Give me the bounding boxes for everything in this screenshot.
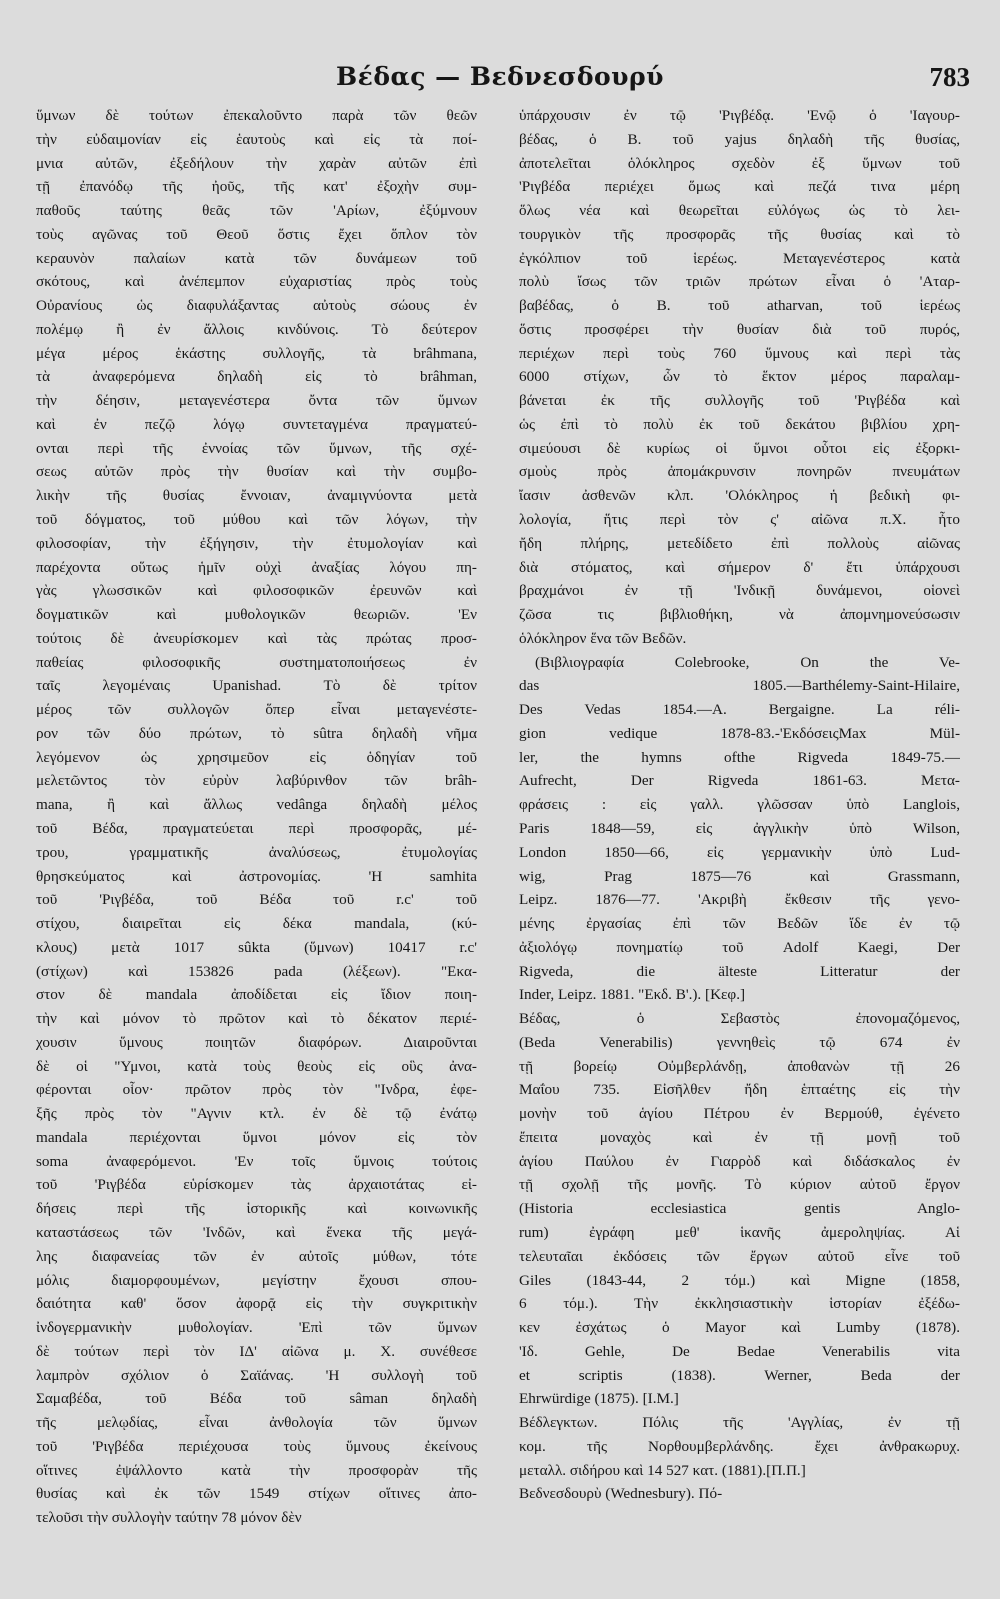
text-line: das 1805.—Barthélemy-Saint-Hilaire,: [519, 677, 960, 695]
text-line: τοῦ 'Ριγβέδα εὑρίσκομεν τὰς ἀρχαιοτάτας εἰ-: [36, 1176, 477, 1194]
text-line: δὲ τούτων περὶ τὸν ΙΔ' αἰῶνα μ. Χ. συνέθεσε: [36, 1342, 477, 1360]
text-line: ἀξιολόγῳ πονηματίῳ τοῦ Adolf Kaegi, Der: [519, 938, 960, 956]
text-line: βαβέδας, ὁ Β. τοῦ atharvan, τοῦ ἱερέως: [519, 297, 960, 315]
text-line: Leipz. 1876—77. 'Ακριβὴ ἔκθεσιν τῆς γενο-: [519, 891, 960, 909]
text-line: μόλις διαμορφουμένων, μεγίστην ἔχουσι σπου-: [36, 1271, 477, 1289]
text-line: ταῖς λεγομέναις Upanishad. Τὸ δὲ τρίτον: [36, 677, 477, 695]
text-line: ὡς ἐπὶ τὸ πολὺ ἐκ τοῦ δεκάτου βιβλίου χρη-: [519, 415, 960, 433]
text-line: (Βιβλιογραφία Colebrooke, On the Ve-: [535, 653, 960, 671]
text-line: φιλοσοφίαν, τὴν ἐξήγησιν, τὴν ἐτυμολογίαν καὶ: [36, 534, 477, 552]
text-line: βάνεται ἐκ τῆς συλλογῆς τοῦ 'Ριγβέδα καὶ: [519, 392, 960, 410]
text-line: Βεδνεσδουρὺ (Wednesbury). Πό-: [519, 1485, 723, 1503]
text-line: λεγόμενον ὡς χρησιμεῦον εἰς ὁδηγίαν τοῦ: [36, 748, 477, 766]
text-line: στον δὲ mandala ἀποδίδεται εἰς ἴδιον ποιη-: [36, 986, 477, 1004]
text-line: Βέδλεγκτων. Πόλις τῆς 'Αγγλίας, ἐν τῇ: [519, 1414, 960, 1432]
text-line: περιέχων περὶ τοὺς 760 ὕμνους καὶ περὶ τὰς: [519, 344, 960, 362]
text-line: ἁγίου Παύλου ἐν Γιαρρὸδ καὶ διδάσκαλος ἐν: [519, 1152, 960, 1170]
text-line: φράσεις : εἰς γαλλ. γλῶσσαν ὑπὸ Langlois,: [519, 796, 960, 814]
text-line: ἤδη πλήρης, μετεδίδετο ἐπὶ πολλοὺς αἰῶνας: [519, 534, 960, 552]
text-line: τὴν εὐδαιμονίαν εἰς ἑαυτοὺς καὶ εἰς τὰ ποί-: [36, 130, 477, 148]
text-line: πολὺ ἴσως τῶν τριῶν πρώτων εἶναι ὁ 'Αταρ-: [519, 273, 960, 291]
text-line: 'Ιδ. Gehle, De Bedae Venerabilis vita: [519, 1342, 960, 1360]
text-line: Paris 1848—59, εἰς ἀγγλικὴν ὑπὸ Wilson,: [519, 819, 960, 837]
text-line: κομ. τῆς Νορθουμβερλάνδης. ἔχει ἀνθρακωρυχ.: [519, 1437, 960, 1455]
text-line: mandala περιέχονται ὕμνοι μόνον εἰς τὸν: [36, 1128, 477, 1146]
text-line: ἀποτελεῖται ὁλόκληρος σχεδὸν ἐξ ὕμνων τοῦ: [519, 154, 960, 172]
text-line: σιμεύουσι δὲ κυρίως οἱ ὕμνοι οὗτοι εἰς ἐξορκι-: [519, 439, 960, 457]
text-line: δογματικῶν καὶ μυθολογικῶν θεωριῶν. 'Εν: [36, 606, 477, 624]
text-line: Σαμαβέδα, τοῦ Βέδα τοῦ sâman δηλαδὴ: [36, 1390, 477, 1408]
text-line: καὶ ἐν πεζῷ λόγῳ συντεταγμένα πραγματεύ-: [36, 415, 477, 433]
text-line: διὰ στόματος, καὶ σήμερον δ' ἔτι ὑπάρχουσι: [519, 558, 960, 576]
text-line: θυσίας καὶ ἐκ τῶν 1549 στίχων οἵτινες ἀπο-: [36, 1485, 477, 1503]
text-line: κεν ἐσχάτως ὁ Mayor καὶ Lumby (1878).: [519, 1319, 960, 1337]
text-line: Giles (1843-44, 2 τόμ.) καὶ Migne (1858,: [519, 1271, 960, 1289]
text-line: mana, ἢ καὶ ἄλλως vedânga δηλαδὴ μέλος: [36, 796, 477, 814]
text-line: wig, Prag 1875—76 καὶ Grassmann,: [519, 867, 960, 885]
text-line: ἐγκόλπιον τοῦ ἱερέως. Μεταγενέστερος κατὰ: [519, 249, 960, 267]
text-line: τελοῦσι τὴν συλλογὴν ταύτην 78 μόνον δὲν: [36, 1509, 302, 1527]
text-line: ονται περὶ τῆς ἐννοίας τῶν ὕμνων, τῆς σχέ-: [36, 439, 477, 457]
text-line: (Historia ecclesiastica gentis Anglo-: [519, 1200, 960, 1218]
text-line: χουσιν ὕμνους ποιητῶν διαφόρων. Διαιροῦνται: [36, 1033, 477, 1051]
text-line: οἵτινες ἐψάλλοντο κατὰ τὴν προσφορὰν τῆς: [36, 1461, 477, 1479]
text-line: rum) ἐγράφη μεθ' ἱκανῆς ἀμεροληψίας. Αἱ: [519, 1223, 960, 1241]
text-line: Inder, Leipz. 1881. "Εκδ. Β'.). [Κεφ.]: [519, 986, 746, 1004]
text-line: ἰνδογερμανικὴν μυθολογίαν. 'Επὶ τῶν ὕμνων: [36, 1319, 477, 1337]
text-line: Rigveda, die älteste Litteratur der: [519, 962, 960, 980]
text-line: ὁλόκληρον ἕνα τῶν Βεδῶν.: [519, 629, 687, 647]
text-line: τῇ βορείῳ Οὐμβερλάνδῃ, ἀποθανὼν τῇ 26: [519, 1057, 960, 1075]
text-line: Ehrwürdige (1875). [Ι.Μ.]: [519, 1390, 679, 1408]
page-number: 783: [929, 62, 970, 92]
text-line: πολέμῳ ἢ ἐν ἄλλοις κινδύνοις. Τὸ δεύτερον: [36, 320, 477, 338]
text-line: Οὐρανίους ὡς διαφυλάξαντας αὐτοὺς σώους ἐν: [36, 297, 477, 315]
text-line: ὅλως νέα καὶ θεωρεῖται εὐλόγως ὡς τὸ λει-: [519, 202, 960, 220]
text-line: 'Ριγβέδα περιέχει ὅμως καὶ πεζά τινα μέρη: [519, 178, 960, 196]
text-line: Aufrecht, Der Rigveda 1861-63. Μετα-: [519, 772, 960, 790]
text-line: τουργικὸν τῆς προσφορᾶς τῆς θυσίας καὶ τὸ: [519, 225, 960, 243]
text-line: Des Vedas 1854.—A. Bergaigne. La réli-: [519, 701, 960, 719]
text-line: soma ἀναφερόμενοι. 'Εν τοῖς ὕμνοις τούτοις: [36, 1152, 477, 1170]
text-line: τοῦ Βέδα, πραγματεύεται περὶ προσφορᾶς, μέ-: [36, 819, 477, 837]
text-line: μνια αὐτῶν, ἐξεδήλουν τὴν χαρὰν αὐτῶν ἐπὶ: [36, 154, 477, 172]
text-line: παθοῦς ταύτης θεᾶς τῶν 'Αρίων, ἐξύμνουν: [36, 202, 477, 220]
text-line: δαιότητα καθ' ὅσον ἀφορᾷ εἰς τὴν συγκριτικὴν: [36, 1295, 477, 1313]
text-line: 6 τόμ.). Τὴν ἐκκλησιαστικὴν ἱστορίαν ἐξέδω-: [519, 1295, 960, 1313]
text-line: τρου, γραμματικῆς ἀναλύσεως, ἐτυμολογίας: [36, 843, 477, 861]
text-line: Μαΐου 735. Εἰσῆλθεν ἤδη ἑπταέτης εἰς τὴν: [519, 1081, 960, 1099]
text-line: μελετῶντος τὸν εὐρὺν λαβύρινθον τῶν brâh-: [36, 772, 477, 790]
text-line: τοὺς αγῶνας τοῦ Θεοῦ ὅστις ἔχει ὅπλον τὸν: [36, 225, 477, 243]
text-line: τοῦ 'Ριγβέδα, τοῦ Βέδα τοῦ r.c' τοῦ: [36, 891, 477, 909]
text-line: ζῶσα τις βιβλιοθήκη, νὰ ἀπομνημονεύσωσιν: [519, 606, 960, 624]
text-line: ὕμνων δὲ τούτων ἐπεκαλοῦντο παρὰ τῶν θεῶν: [36, 107, 477, 124]
text-line: τοῦ δόγματος, τοῦ μύθου καὶ τῶν λόγων, τὴν: [36, 511, 477, 529]
text-line: ὅστις προσφέρει τὴν θυσίαν διὰ τοῦ πυρός,: [519, 320, 960, 338]
text-line: London 1850—66, εἰς γερμανικὴν ὑπὸ Lud-: [519, 843, 960, 861]
text-line: (Beda Venerabilis) γεννηθεὶς τῷ 674 ἐν: [519, 1033, 960, 1051]
text-line: ξῆς πρὸς τὸν "Αγνιν κτλ. ἐν δὲ τῷ ἐνάτῳ: [36, 1105, 477, 1123]
text-line: βέδας, ὁ Β. τοῦ yajus δηλαδὴ τῆς θυσίας,: [519, 130, 960, 148]
text-line: Βέδας, ὁ Σεβαστὸς ἐπονομαζόμενος,: [519, 1010, 960, 1028]
text-line: 6000 στίχων, ὧν τὸ ἕκτον μέρος παραλαμ-: [519, 368, 960, 386]
text-line: θρησκεύματος καὶ ἀστρονομίας. 'Η samhita: [36, 867, 477, 885]
left-text-column: [36, 104, 477, 1574]
text-line: σκότους, καὶ ἀνέπεμπον εὐχαριστίας πρὸς τοὺς: [36, 273, 477, 291]
text-line: μονὴν τοῦ ἁγίου Πέτρου ἐν Βερμούθ, ἐγένετο: [519, 1105, 960, 1123]
text-line: et scriptis (1838). Werner, Beda der: [519, 1366, 960, 1384]
text-line: δήσεις περὶ τῆς ἱστορικῆς καὶ κοινωνικῆς: [36, 1200, 477, 1218]
text-line: (στίχων) καὶ 153826 pada (λέξεων). "Εκα-: [36, 962, 477, 980]
text-line: τῇ σχολῇ τῆς μονῆς. Τὸ κύριον αὐτοῦ ἔργον: [519, 1176, 960, 1194]
text-line: μεταλλ. σιδήρου καὶ 14 527 κατ. (1881).[Π.Π.]: [519, 1461, 806, 1479]
text-line: μέρος τῶν συλλογῶν ὅπερ εἶναι μεταγενέστε-: [36, 701, 477, 719]
text-line: τὰ ἀναφερόμενα δηλαδὴ εἰς τὸ brâhman,: [36, 368, 477, 386]
running-head: [30, 62, 970, 102]
text-line: παθείας φιλοσοφικῆς συστηματοποιήσεως ἐν: [36, 653, 477, 671]
text-line: κεραυνὸν παλαίων κατὰ τῶν δυνάμεων τοῦ: [36, 249, 477, 267]
text-line: ler, the hymns ofthe Rigveda 1849-75.—: [519, 748, 960, 766]
text-line: τελευταῖαι ἐκδόσεις τῶν ἔργων αὐτοῦ εἶνε τοῦ: [519, 1247, 960, 1265]
text-line: λικὴν τῆς θυσίας ἔννοιαν, ἀναμιγνύοντα μετὰ: [36, 487, 477, 505]
text-line: κλους) μετὰ 1017 sûkta (ὕμνων) 10417 r.c': [36, 938, 477, 956]
text-line: τῇ ἐπανόδῳ τῆς ἠοῦς, τῆς κατ' ἐξοχὴν συμ-: [36, 178, 477, 196]
right-text-column: [519, 104, 960, 1574]
text-line: σμοὺς πρὸς ἀπομάκρυνσιν πονηρῶν πνευμάτων: [519, 463, 960, 481]
text-line: καταστάσεως τῶν 'Ινδῶν, καὶ ἕνεκα τῆς μεγά-: [36, 1223, 477, 1241]
text-line: λαμπρὸν σχόλιον ὁ Σαϊάνας. 'Η συλλογὴ τοῦ: [36, 1366, 477, 1384]
text-line: gion vedique 1878-83.-'ΕκδόσειςMax Mül-: [519, 724, 960, 742]
text-line: τὴν δέησιν, μεταγενέστερα ὄντα τῶν ὕμνων: [36, 392, 477, 410]
text-line: ὑπάρχουσιν ἐν τῷ 'Ριγβέδᾳ. 'Ενῷ ὁ 'Ιαγουρ-: [519, 107, 960, 124]
running-title: Βέδας — Βεδνεσδουρύ: [335, 62, 665, 91]
text-line: βραχμάνοι ἐν τῇ 'Ινδικῇ δυνάμενοι, οἱονεὶ: [519, 582, 960, 600]
text-line: λης διαφανείας τῶν ἐν αὐτοῖς μύθων, τότε: [36, 1247, 477, 1265]
text-line: λολογία, ἥτις περὶ τὸν ς' αἰῶνα π.Χ. ἦτο: [519, 511, 960, 529]
text-line: τούτοις δὲ ἀνευρίσκομεν καὶ τὰς πρώτας προσ-: [36, 629, 477, 647]
text-line: ἴασιν ἀσθενῶν κλπ. 'Ολόκληρος ἡ βεδικὴ φι-: [519, 487, 960, 505]
text-line: σεως αὐτῶν πρὸς τὴν θυσίαν καὶ τὴν συμβο-: [36, 463, 477, 481]
text-line: παρέχοντα οὕτως ἡμῖν οὐχὶ ἀναξίας λόγου πη-: [36, 558, 477, 576]
text-line: γὰς γλωσσικῶν καὶ φιλοσοφικῶν ἐρευνῶν καὶ: [36, 582, 477, 600]
text-line: ἔπειτα μοναχὸς καὶ ἐν τῇ μονῇ τοῦ: [519, 1128, 960, 1146]
text-line: τῆς μελῳδίας, εἶναι ἀνθολογία τῶν ὕμνων: [36, 1414, 477, 1432]
text-line: μένης ἐργασίας ἐπὶ τῶν Βεδῶν ἴδε ἐν τῷ: [519, 915, 960, 933]
text-line: τοῦ 'Ριγβέδα περιέχουσα τοὺς ὕμνους ἐκείνους: [36, 1437, 477, 1455]
text-line: τὴν καὶ μόνον τὸ πρῶτον καὶ τὸ δέκατον περιέ-: [36, 1010, 477, 1028]
text-line: φέρονται οἷον· πρῶτον πρὸς τὸν "Ινδρα, ἐφε-: [36, 1081, 477, 1099]
text-line: στίχου, διαιρεῖται εἰς δέκα mandala, (κύ-: [36, 915, 477, 933]
text-line: μέγα μέρος ἑκάστης συλλογῆς, τὰ brâhmana,: [36, 344, 477, 362]
text-line: δὲ οἱ "Υμνοι, κατὰ τοὺς θεοὺς εἰς οὓς ἀνα-: [36, 1057, 477, 1075]
text-line: ρον τῶν δύο πρώτων, τὸ sûtra δηλαδὴ νῆμα: [36, 724, 477, 742]
